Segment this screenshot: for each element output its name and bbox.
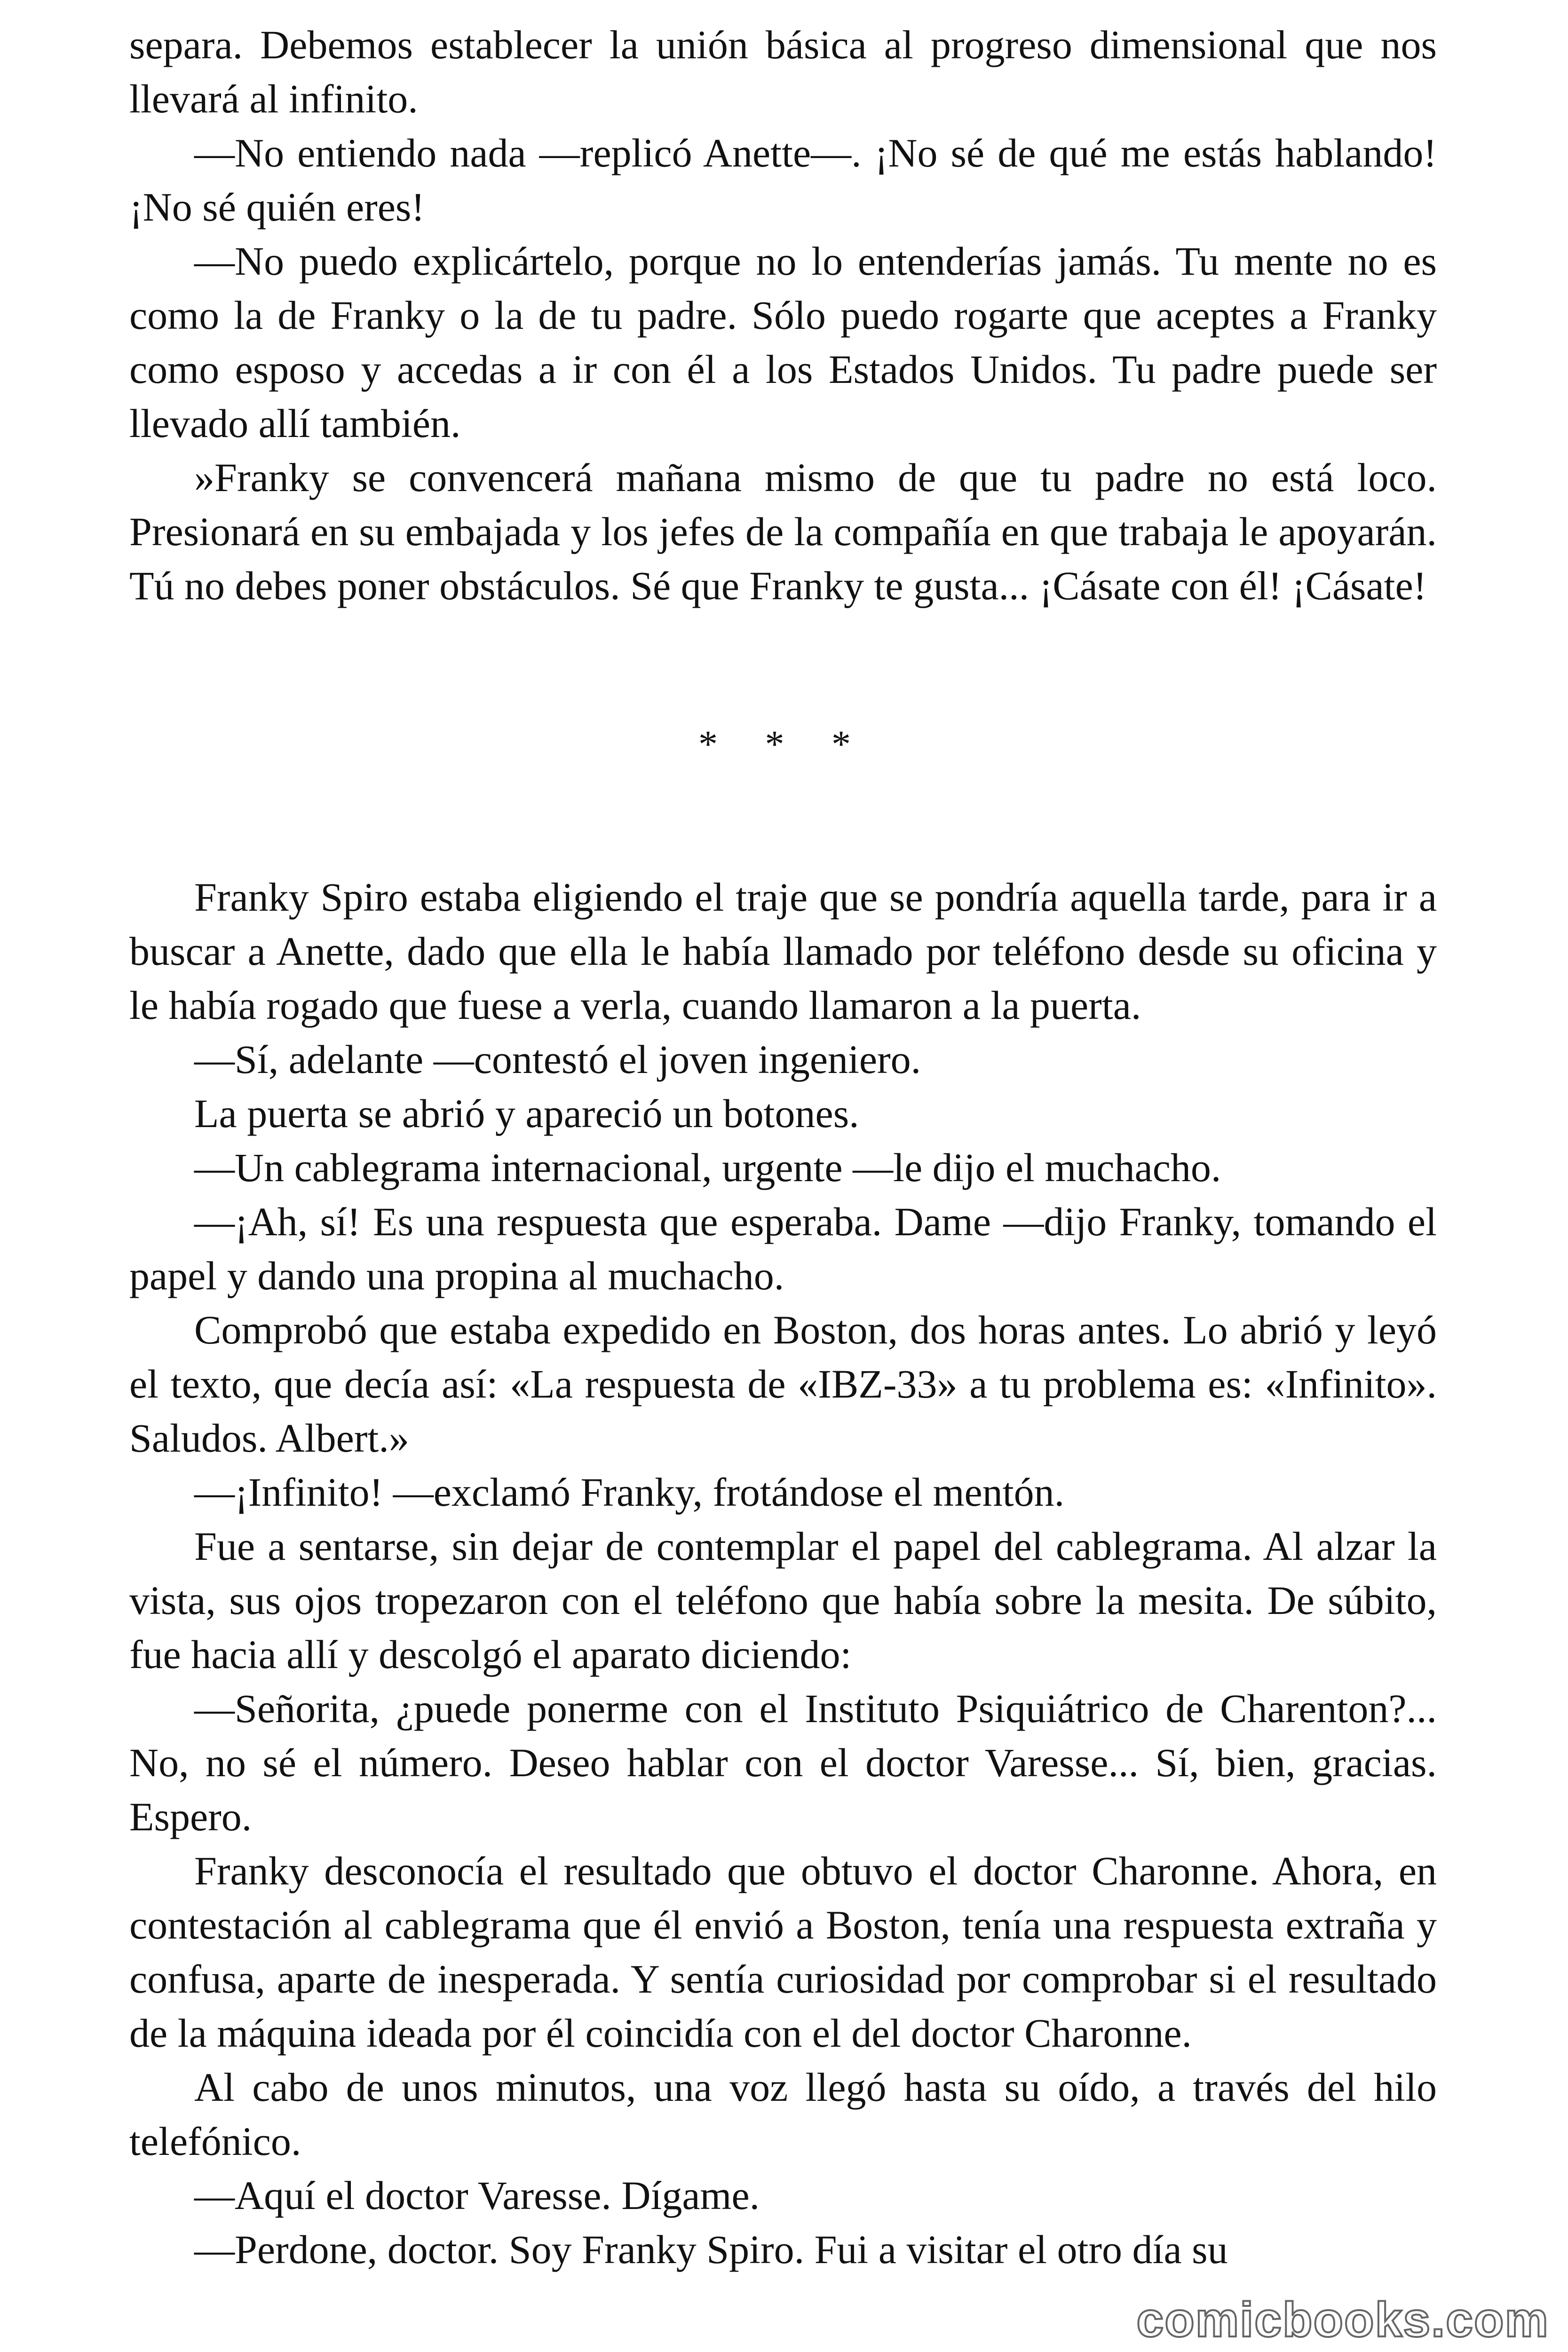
text-block-bottom <box>129 870 1437 2277</box>
watermark-logo: comicbooks.com <box>1136 2293 1549 2347</box>
section-separator: * * * <box>698 723 870 765</box>
paragraph: —¡Infinito! —exclamó Franky, frotándose el mentón. <box>194 1470 1065 1515</box>
paragraph: Al cabo de unos minutos, una voz llegó hasta su oído, a través del hilo telefónico. <box>129 2065 1437 2164</box>
paragraph: Franky desconocía el resultado que obtuvo el doctor Charonne. Ahora, en contestación al cablegrama que él envió a Boston, tenía una respuesta extraña y confusa, aparte de inesperada. Y sentía curiosidad por comprobar si el resultado de la máquina ideada por él coincidía con el del doctor Charonne. <box>129 1848 1437 2056</box>
paragraph: —Aquí el doctor Varesse. Dígame. <box>194 2173 760 2218</box>
paragraph: —¡Ah, sí! Es una respuesta que esperaba. Dame —dijo Franky, tomando el papel y dando una propina al muchacho. <box>129 1199 1437 1298</box>
paragraph: Comprobó que estaba expedido en Boston, dos horas antes. Lo abrió y leyó el texto, que decía así: «La respuesta de «IBZ-33» a tu problema es: «Infinito». Saludos. Albert.» <box>129 1307 1437 1461</box>
paragraph: separa. Debemos establecer la unión básica al progreso dimensional que nos llevará al infinito. <box>129 22 1437 121</box>
paragraph: —No puedo explicártelo, porque no lo entenderías jamás. Tu mente no es como la de Franky o la de tu padre. Sólo puedo rogarte que aceptes a Franky como esposo y accedas a ir con él a los Estados Unidos. Tu padre puede ser llevado allí también. <box>129 238 1437 446</box>
paragraph: »Franky se convencerá mañana mismo de que tu padre no está loco. Presionará en su embajada y los jefes de la compañía en que trabaja le apoyarán. Tú no debes poner obstáculos. Sé que Franky te gusta... ¡Cásate con él! ¡Cásate! <box>129 455 1437 608</box>
paragraph: —Perdone, doctor. Soy Franky Spiro. Fui a visitar el otro día su <box>194 2227 1228 2272</box>
paragraph: La puerta se abrió y apareció un botones. <box>194 1091 859 1136</box>
paragraph: Fue a sentarse, sin dejar de contemplar el papel del cablegrama. Al alzar la vista, sus ojos tropezaron con el teléfono que había sobre la mesita. De súbito, fue hacia allí y descolgó el aparato diciendo: <box>129 1524 1437 1677</box>
text-block-top <box>129 18 1437 613</box>
paragraph: —Señorita, ¿puede ponerme con el Instituto Psiquiátrico de Charenton?... No, no sé el número. Deseo hablar con el doctor Varesse... Sí, bien, gracias. Espero. <box>129 1686 1437 1839</box>
paragraph: —Un cablegrama internacional, urgente —le dijo el muchacho. <box>194 1145 1221 1190</box>
paragraph: —Sí, adelante —contestó el joven ingeniero. <box>194 1037 921 1082</box>
paragraph: Franky Spiro estaba eligiendo el traje que se pondría aquella tarde, para ir a buscar a Anette, dado que ella le había llamado por teléfono desde su oficina y le había rogado que fuese a verla, cuando llamaron a la puerta. <box>129 874 1437 1028</box>
paragraph: —No entiendo nada —replicó Anette—. ¡No sé de qué me estás hablando! ¡No sé quién eres! <box>129 130 1437 230</box>
